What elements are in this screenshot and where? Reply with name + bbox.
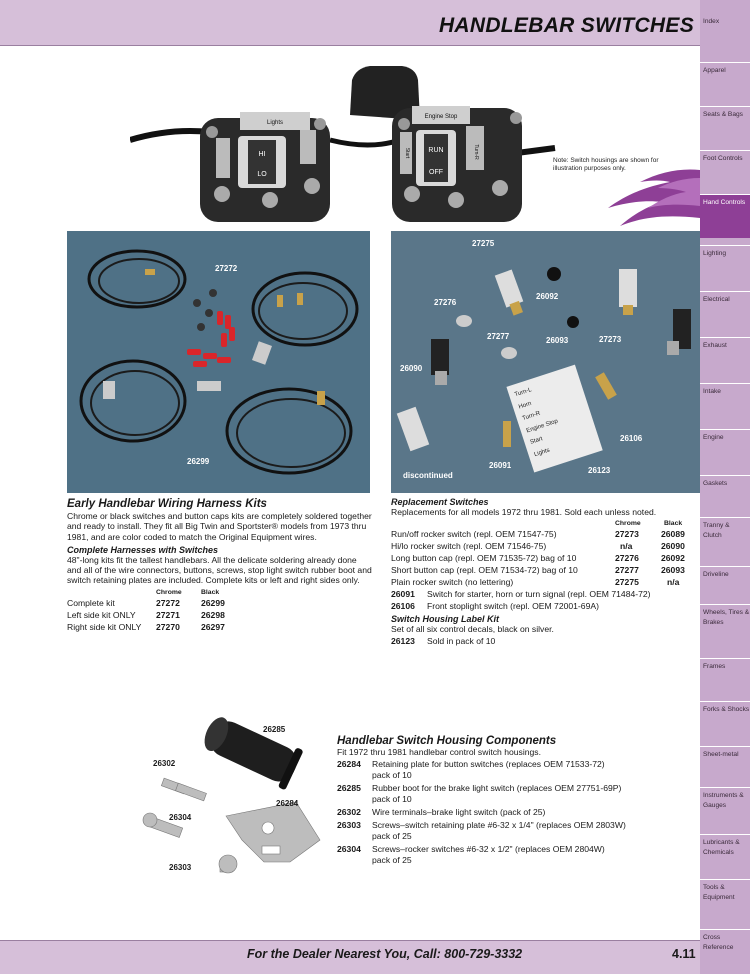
table-row: Run/off rocker switch (repl. OEM 71547-75) 27273 26089 (391, 529, 685, 540)
switch-label-26106: 26106 (620, 434, 643, 443)
components-title: Handlebar Switch Housing Components (337, 735, 557, 747)
harness-label-26299: 26299 (187, 457, 210, 466)
harness-kit-photo (67, 231, 370, 493)
decal-line: Horn (517, 400, 533, 411)
replacement-col-chrome: Chrome (615, 520, 641, 528)
sidebar-tab-seats-bags[interactable]: Seats & Bags (700, 106, 750, 150)
page-title: HANDLEBAR SWITCHES (438, 14, 694, 37)
sidebar-tab-lubricants-chemicals[interactable]: Lubricants & Chemicals (700, 834, 750, 880)
sidebar-tab-cross-reference[interactable]: Cross Reference (700, 929, 750, 973)
hero-start-label: Start (404, 147, 410, 159)
dealer-phone: For the Dealer Nearest You, Call: 800-729-3332 (247, 947, 523, 961)
components-list (337, 759, 697, 868)
sidebar-tab-apparel[interactable]: Apparel (700, 62, 750, 106)
sidebar-tab-tools-equipment[interactable]: Tools & Equipment (700, 879, 750, 927)
hero-lights-label: Lights (266, 120, 284, 126)
switch-label-27276: 27276 (434, 298, 457, 307)
component-label-26285: 26285 (263, 725, 286, 734)
switch-label-26090: 26090 (400, 364, 423, 373)
sidebar-tab-foot-controls[interactable]: Foot Controls (700, 150, 750, 194)
harness-title: Early Handlebar Wiring Harness Kits (67, 498, 267, 510)
table-row: 26123 Sold in pack of 10 (391, 635, 496, 646)
header-bar (0, 0, 700, 46)
discontinued-label: discontinued (403, 471, 453, 480)
replacement-price-table (391, 519, 696, 612)
table-row: Short button cap (repl. OEM 71534-72) bag of 10 27277 26093 (391, 565, 685, 576)
component-label-26303: 26303 (169, 863, 192, 872)
sidebar-tab-engine[interactable]: Engine (700, 429, 750, 473)
component-label-26302: 26302 (153, 759, 176, 768)
switch-label-27275: 27275 (472, 239, 495, 248)
replacement-title: Replacement Switches (391, 497, 489, 507)
table-row: Long button cap (repl. OEM 71535-72) bag of 10 27276 26092 (391, 553, 685, 564)
list-item: 26302 Wire terminals–brake light switch (pack of 25) (337, 807, 546, 818)
harness-price-table (67, 588, 373, 633)
list-item: 26285 Rubber boot for the brake light switch (replaces OEM 27751-69P) pack of 10 (337, 783, 622, 805)
switch-label-26123: 26123 (588, 466, 611, 475)
decal-line: Start (529, 436, 544, 446)
sidebar-tab-sheet-metal[interactable]: Sheet-metal (700, 746, 750, 790)
components-section (337, 735, 697, 868)
sidebar-tab-wheels-tires-brakes[interactable]: Wheels, Tires & Brakes (700, 604, 750, 654)
sidebar-tab-forks-shocks[interactable]: Forks & Shocks (700, 701, 750, 745)
table-row: 26091 Switch for starter, horn or turn signal (repl. OEM 71484-72) (391, 589, 651, 600)
sidebar-tab-gaskets[interactable]: Gaskets (700, 475, 750, 519)
hero-run-label: RUN (428, 147, 444, 154)
sidebar-tab-index[interactable]: Index (703, 18, 720, 25)
harness-description: Chrome or black switches and button caps kits are completely soldered together and ready to install. They fit all Big Twin and Sportster® models from 1973 thru 1981, and are color coded to match the Original Equipment wires. (67, 511, 372, 542)
footer-bar (0, 940, 700, 974)
harness-section (67, 498, 373, 633)
table-row: Plain rocker switch (no lettering) 27275 n/a (391, 577, 680, 588)
switch-label-27273: 27273 (599, 335, 622, 344)
sidebar-tab-lighting[interactable]: Lighting (700, 245, 750, 289)
decal-line: Turn-L (514, 387, 533, 399)
list-item: 26284 Retaining plate for button switches (replaces OEM 71533-72) pack of 10 (337, 759, 605, 781)
replacement-description: Replacements for all models 1972 thru 1981. Sold each unless noted. (391, 507, 657, 517)
sidebar-tab-driveline[interactable]: Driveline (700, 566, 750, 610)
switch-housings-image (130, 60, 560, 228)
replacement-col-black: Black (664, 520, 683, 528)
hero-hi-label: HI (258, 151, 266, 158)
flame-graphic (600, 164, 700, 232)
table-row: 26106 Front stoplight switch (repl. OEM 72001-69A) (391, 601, 599, 612)
switch-label-26092: 26092 (536, 292, 559, 301)
harness-col-black: Black (201, 588, 220, 596)
complete-harness-title: Complete Harnesses with Switches (67, 544, 219, 555)
label-kit-title: Switch Housing Label Kit (391, 614, 500, 625)
decal-line: Turn-R (521, 410, 542, 422)
sidebar-tab-instruments-gauges[interactable]: Instruments & Gauges (700, 787, 750, 833)
table-row: Complete kit 27272 26299 (67, 597, 225, 608)
decal-line: Lights (533, 446, 551, 458)
harness-col-chrome: Chrome (156, 588, 182, 596)
switch-label-27277: 27277 (487, 332, 510, 341)
decal-line: Engine Stop (525, 418, 559, 434)
sidebar-tab-exhaust[interactable]: Exhaust (700, 337, 750, 381)
table-row: Right side kit ONLY 27270 26297 (67, 621, 225, 632)
switch-label-26093: 26093 (546, 336, 569, 345)
hero-off-label: OFF (429, 169, 443, 176)
hero-lo-label: LO (257, 171, 267, 178)
sidebar-tab-electrical[interactable]: Electrical (700, 291, 750, 335)
component-label-26304: 26304 (169, 813, 192, 822)
illustration-note: Note: Switch housings are shown for illustration purposes only. (553, 157, 659, 172)
hero-engine-stop-label: Engine Stop (424, 114, 458, 120)
page-number: 4.11 (672, 947, 696, 961)
section-sidebar (700, 0, 750, 974)
complete-harness-description: 48"-long kits fit the tallest handlebars. All the delicate soldering already done and all of the wire connectors, buttons, screws, stop light switch rubber boot and switch retaining plates are included. Complete kits or left and right sides only. (67, 554, 372, 586)
sidebar-tab-intake[interactable]: Intake (700, 383, 750, 427)
sidebar-tab-tranny-clutch[interactable]: Tranny & Clutch (700, 517, 750, 561)
label-kit-description: Set of all six control decals, black on silver. (391, 624, 554, 635)
switch-label-26091: 26091 (489, 461, 512, 470)
list-item: 26303 Screws–switch retaining plate #6-32 x 1/4" (replaces OEM 2803W) pack of 25 (337, 820, 626, 842)
component-label-26284: 26284 (276, 799, 299, 808)
components-description: Fit 1972 thru 1981 handlebar control switch housings. (337, 747, 541, 757)
replacement-section (391, 497, 696, 647)
harness-label-27272: 27272 (215, 264, 238, 273)
sidebar-tab-hand-controls[interactable]: Hand Controls (700, 194, 750, 238)
list-item: 26304 Screws–rocker switches #6-32 x 1/2" (replaces OEM 2804W) pack of 25 (337, 844, 605, 866)
hero-turn-r-label: Turn-R (473, 144, 479, 160)
replacement-switches-photo (391, 231, 700, 493)
sidebar-tab-frames[interactable]: Frames (700, 658, 750, 702)
table-row: Hi/lo rocker switch (repl. OEM 71546-75) n/a 26090 (391, 541, 685, 552)
table-row: Left side kit ONLY 27271 26298 (67, 609, 225, 620)
